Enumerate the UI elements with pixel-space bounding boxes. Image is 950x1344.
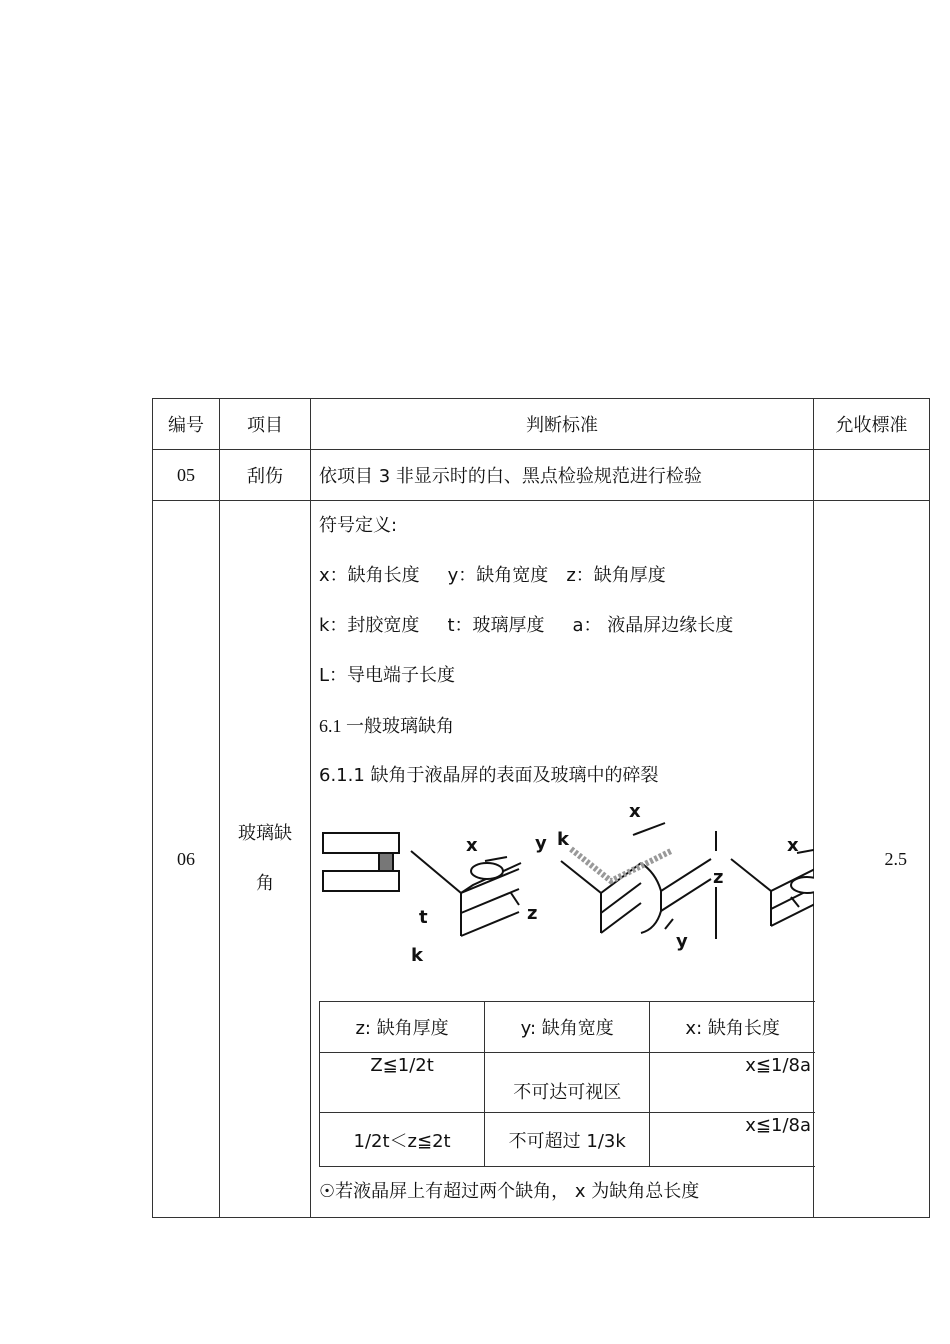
glass-chip-illustration — [311, 801, 814, 1001]
subtable-header-row — [320, 1002, 816, 1053]
row-item-line: 玻璃缺 — [238, 823, 292, 844]
chip-criteria-table — [319, 1001, 815, 1167]
row-no: 06 — [153, 501, 220, 1218]
row-item-line: 角 — [256, 873, 274, 894]
diagram-label-y: y — [535, 833, 547, 854]
def-a: a： 液晶屏边缘长度 — [572, 615, 734, 636]
subtable-header: y: 缺角宽度 — [485, 1002, 650, 1053]
subtable-header: x: 缺角长度 — [650, 1002, 815, 1053]
def-y: y：缺角宽度 — [447, 565, 549, 586]
header-accept: 允收標准 — [814, 399, 930, 450]
row-no: 05 — [153, 450, 220, 501]
note-text: ☉若液晶屏上有超过两个缺角， x 为缺角总长度 — [319, 1181, 700, 1202]
inspection-table — [152, 398, 930, 1218]
table-row — [153, 450, 930, 501]
header-standard: 判断标准 — [311, 399, 814, 450]
row-standard — [311, 501, 814, 1218]
def-z: z：缺角厚度 — [566, 565, 666, 586]
diagram-label-t: t — [419, 907, 428, 928]
diagram-label-y: y — [676, 931, 688, 952]
subtable-row — [320, 1113, 816, 1167]
diagram-label-k: k — [411, 945, 423, 966]
subtable-cell: 不可达可视区 — [485, 1053, 650, 1113]
glass-chip-diagram — [311, 801, 813, 1001]
table-row — [153, 501, 930, 1218]
def-L: L：导电端子长度 — [319, 665, 456, 686]
subtable-cell: 不可超过 1/3k — [485, 1113, 650, 1167]
row-standard: 依项目 3 非显示时的白、黑点检验规范进行检验 — [311, 450, 814, 501]
section-heading: 6.1.1 缺角于液晶屏的表面及玻璃中的碎裂 — [319, 765, 659, 786]
subtable-cell: x≦1/8a — [650, 1053, 815, 1113]
subtable-cell: Z≦1/2t — [320, 1053, 485, 1113]
definitions-line — [311, 601, 813, 651]
subtable-cell: 1/2t＜z≦2t — [320, 1113, 485, 1167]
table-header-row — [153, 399, 930, 450]
diagram-label-z: z — [527, 903, 538, 924]
diagram-label-x: x — [466, 835, 478, 856]
row-item — [220, 501, 311, 1218]
def-x: x：缺角长度 — [319, 565, 420, 586]
row-accept — [814, 450, 930, 501]
diagram-label-z: z — [713, 867, 724, 888]
subtable-header: z: 缺角厚度 — [320, 1002, 485, 1053]
def-t: t：玻璃厚度 — [447, 615, 545, 636]
definitions-title: 符号定义: — [319, 515, 398, 536]
row-item: 刮伤 — [220, 450, 311, 501]
def-k: k：封胶宽度 — [319, 615, 420, 636]
diagram-label-k: k — [557, 829, 569, 850]
diagram-label-x: x — [787, 835, 799, 856]
subtable-cell: x≦1/8a — [650, 1113, 815, 1167]
row-accept: 2.5 — [814, 501, 930, 1218]
section-heading: 6.1 一般玻璃缺角 — [319, 716, 454, 736]
definitions-line — [311, 651, 813, 701]
subtable-row — [320, 1053, 816, 1113]
definitions-line — [311, 551, 813, 601]
diagram-label-x: x — [629, 801, 641, 822]
header-no: 编号 — [153, 399, 220, 450]
header-item: 项目 — [220, 399, 311, 450]
